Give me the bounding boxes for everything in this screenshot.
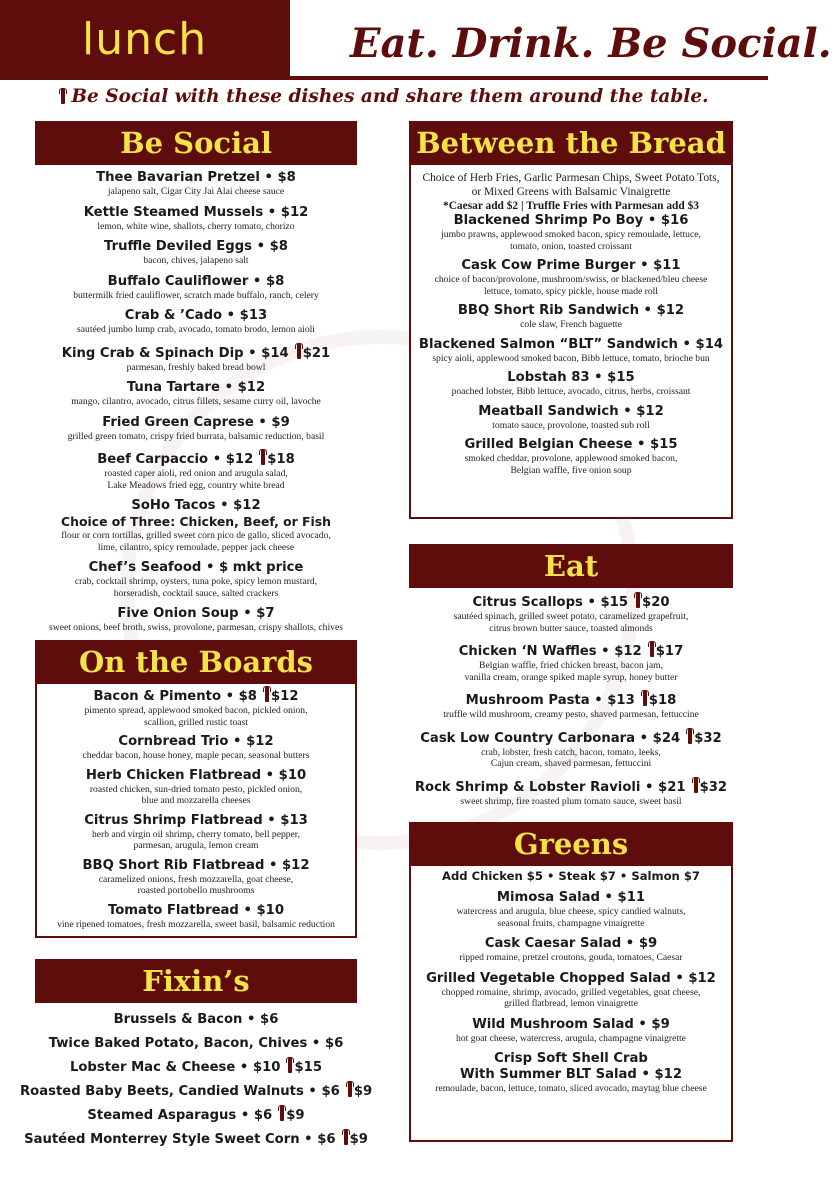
menu-item-description: ripped romaine, pretzel croutons, gouda, tomatoes, Caesar (459, 952, 683, 963)
eat-menu-item (405, 592, 737, 634)
menu-item-description: tomato, onion, toasted croissant (510, 240, 632, 252)
eat-menu-item (405, 641, 737, 683)
menu-item-name (35, 343, 357, 362)
menu-item-description: flour or corn tortillas, grilled sweet corn pico de gallo, sliced avocado, (61, 530, 331, 541)
be-social-menu-item (35, 560, 357, 599)
menu-item-description: spicy aioli, applewood smoked bacon, Bibb lettuce, tomato, brioche bun (432, 352, 710, 364)
menu-item-name (411, 936, 731, 952)
menu-item-name-text: Meatball Sandwich • $12 (478, 403, 664, 419)
menu-item-name (35, 308, 357, 324)
fixins-menu-item (20, 1128, 372, 1152)
greens-menu-item (411, 936, 731, 964)
between-the-bread-menu-item (411, 258, 731, 297)
menu-item-description: truffle wild mushroom, creamy pesto, shaved parmesan, fettuccine (443, 709, 699, 720)
large-portion-price-text: $18 (267, 452, 295, 467)
menu-item-name-text: Crab & ’Cado • $13 (124, 308, 268, 323)
menu-item-name-text: Fried Green Caprese • $9 (102, 414, 290, 430)
menu-item-name-text: BBQ Short Rib Sandwich • $12 (457, 303, 685, 318)
be-social-list (35, 170, 357, 641)
menu-item-description: sautéed jumbo lump crab, avocado, tomato brodo, lemon aioli (77, 324, 315, 335)
menu-item-description: lime, cilantro, spicy remoulade, pepper jack cheese (97, 541, 295, 553)
be-social-menu-item (35, 308, 357, 336)
fork-icon (688, 728, 692, 744)
intro-line: Choice of Herb Fries, Garlic Parmesan Chips, Sweet Potato Tots, (422, 172, 720, 184)
on-the-boards-menu-item (37, 768, 355, 807)
fork-icon (348, 1081, 352, 1097)
menu-item-name (37, 903, 355, 919)
menu-item-name (20, 1080, 372, 1104)
fork-icon (280, 1105, 284, 1121)
fork-icon (61, 88, 65, 104)
menu-item-name (411, 303, 731, 319)
menu-item-name (411, 404, 731, 420)
large-portion-price-text: $32 (694, 730, 722, 746)
between-the-bread-menu-item (411, 213, 731, 252)
fixins-menu-item (20, 1080, 372, 1104)
menu-item-name-text: Chef’s Seafood • $ mkt price (88, 560, 304, 575)
menu-item-name-line2: With Summer BLT Salad • $12 (459, 1067, 682, 1082)
sides-choice-intro (411, 171, 731, 213)
menu-item-name (20, 1008, 372, 1032)
on-the-boards-menu-item (37, 686, 355, 728)
menu-item-name (35, 380, 357, 396)
menu-item-name (411, 437, 731, 453)
menu-item-name (405, 690, 737, 709)
menu-item-name-text: Blackened Salmon “BLT” Sandwich • $14 (418, 336, 724, 352)
large-portion-price-text: $18 (648, 693, 677, 708)
menu-item-name-text: Truffle Deviled Eggs • $8 (104, 239, 288, 254)
fork-icon (344, 1129, 348, 1145)
menu-item-name-text: SoHo Tacos • $12 (131, 498, 261, 513)
menu-item-name (35, 274, 357, 290)
menu-item-name (411, 213, 731, 229)
on-the-boards-menu-item (37, 813, 355, 852)
large-portion-price (344, 1132, 368, 1147)
menu-item-name-text: King Crab & Spinach Dip • $14 (61, 345, 289, 361)
be-social-menu-item (35, 205, 357, 233)
menu-item-name (37, 813, 355, 829)
menu-item-description: Belgian waffle, five onion soup (510, 464, 632, 476)
menu-item-description: pimento spread, applewood smoked bacon, pickled onion, (84, 705, 308, 716)
between-the-bread-menu-item (411, 337, 731, 365)
fork-icon (288, 1057, 292, 1073)
fork-icon (297, 343, 301, 359)
fork-icon (650, 641, 654, 657)
menu-item-description: buttermilk fried cauliflower, scratch made buffalo, ranch, celery (73, 289, 319, 301)
menu-item-name (411, 258, 731, 274)
menu-item-name-text: Lobstah 83 • $15 (507, 370, 635, 385)
share-line (0, 86, 768, 107)
menu-item-name-text: Twice Baked Potato, Bacon, Chives • $6 (48, 1036, 344, 1051)
menu-item-name-text: Citrus Scallops • $15 (472, 595, 629, 610)
fixins-list (20, 1008, 372, 1152)
on-the-boards-menu-item (37, 858, 355, 897)
large-portion-price-text: $32 (699, 779, 728, 795)
menu-item-name-text: Cask Caesar Salad • $9 (484, 936, 658, 951)
greens-list (411, 868, 731, 1102)
menu-item-description: lettuce, tomato, spicy pickle, house made roll (484, 285, 658, 297)
menu-item-name-text: Chicken ‘N Waffles • $12 (458, 644, 642, 659)
menu-item-name-text: Rock Shrimp & Lobster Ravioli • $21 (414, 779, 686, 795)
menu-item-description: roasted portobello mushrooms (137, 885, 255, 896)
be-social-menu-item (35, 274, 357, 302)
menu-item-name-text: Crisp Soft Shell Crab (494, 1051, 648, 1066)
menu-item-name (20, 1032, 372, 1056)
greens-menu-item (411, 1017, 731, 1045)
fork-icon (265, 686, 269, 702)
menu-item-name-text: Sautéed Monterrey Style Sweet Corn • $6 (24, 1132, 336, 1147)
greens-menu-item (411, 890, 731, 929)
fixins-menu-item (20, 1008, 372, 1032)
menu-item-name (37, 734, 355, 750)
menu-item-name (35, 239, 357, 255)
large-portion-price (694, 780, 728, 795)
large-portion-price (280, 1108, 304, 1123)
header-rule (0, 76, 768, 80)
menu-item-name (411, 890, 731, 906)
be-social-menu-item (35, 380, 357, 408)
menu-item-name-text: Buffalo Cauliflower • $8 (107, 273, 285, 289)
menu-item-name (35, 498, 357, 514)
be-social-menu-item (35, 449, 357, 491)
menu-item-description: roasted caper aioli, red onion and arugula salad, (104, 468, 288, 479)
menu-item-description: grilled green tomato, crispy fried burrata, balsamic reduction, basil (67, 430, 325, 442)
menu-item-name (411, 1051, 731, 1067)
menu-item-description: Lake Meadows fried egg, country white bread (107, 479, 285, 491)
greens-menu-item (411, 971, 731, 1010)
menu-item-description: mango, cilantro, avocado, citrus fillets, sesame curry oil, lavoche (71, 396, 321, 407)
large-portion-price-text: $9 (353, 1084, 373, 1099)
large-portion-price (265, 689, 299, 704)
menu-item-name (411, 337, 731, 353)
menu-item-choice: Choice of Three: Chicken, Beef, or Fish (61, 514, 331, 529)
large-portion-price (643, 693, 677, 708)
menu-item-description: scallion, grilled rustic toast (144, 716, 248, 728)
tagline: Eat. Drink. Be Social. (350, 20, 832, 67)
between-the-bread-list (411, 171, 731, 482)
fixins-menu-item (20, 1104, 372, 1128)
menu-item-name (35, 560, 357, 576)
menu-item-description: citrus brown butter sauce, toasted almonds (489, 622, 653, 634)
menu-item-description: vine ripened tomatoes, fresh mozzarella, sweet basil, balsamic reduction (57, 918, 335, 930)
menu-item-name (411, 971, 731, 987)
on-the-boards-list (37, 686, 355, 936)
menu-item-description: Cajun cream, shaved parmesan, fettuccini (490, 758, 652, 769)
large-portion-price (261, 452, 295, 467)
be-social-heading: Be Social (35, 121, 357, 165)
menu-item-name-text: Grilled Belgian Cheese • $15 (464, 437, 678, 452)
menu-item-description: parmesan, arugula, lemon cream (133, 840, 259, 851)
menu-item-name-text: BBQ Short Rib Flatbread • $12 (82, 857, 310, 873)
menu-item-name (405, 641, 737, 660)
fork-icon (694, 777, 698, 793)
be-social-menu-item (35, 606, 357, 634)
lunch-title-box (0, 0, 290, 76)
large-portion-price-text: $9 (286, 1108, 305, 1123)
menu-item-description: caramelized onions, fresh mozzarella, goat cheese, (98, 873, 294, 885)
menu-item-name (405, 728, 737, 747)
menu-item-description: sautéed spinach, grilled sweet potato, caramelized grapefruit, (453, 611, 689, 622)
menu-item-description: roasted chicken, sun-dried tomato pesto, pickled onion, (89, 783, 303, 795)
large-portion-price-text: $20 (642, 595, 670, 610)
menu-item-description: crab, cocktail shrimp, oysters, tuna poke, spicy lemon mustard, (74, 576, 318, 587)
be-social-menu-item (35, 415, 357, 443)
large-portion-price (288, 1060, 322, 1075)
menu-item-name (37, 686, 355, 705)
between-the-bread-menu-item (411, 404, 731, 432)
menu-item-name (37, 858, 355, 874)
large-portion-price (348, 1084, 372, 1099)
large-portion-price-text: $17 (655, 644, 684, 659)
menu-item-description: poached lobster, Bibb lettuce, avocado, citrus, herbs, croissant (451, 386, 691, 397)
menu-item-name-text: Brussels & Bacon • $6 (113, 1012, 279, 1027)
large-portion-price-text: $21 (302, 345, 331, 361)
menu-item-name-text: Citrus Shrimp Flatbread • $13 (84, 812, 308, 828)
between-the-bread-heading: Between the Bread (409, 121, 733, 165)
menu-item-name (405, 777, 737, 796)
menu-item-name (20, 1056, 372, 1080)
menu-item-name-text: Beef Carpaccio • $12 (97, 452, 254, 467)
be-social-menu-item (35, 239, 357, 267)
menu-item-name (405, 592, 737, 611)
fixins-heading: Fixin’s (35, 959, 357, 1003)
menu-item-name (20, 1128, 372, 1152)
be-social-menu-item (35, 498, 357, 553)
menu-item-name (20, 1104, 372, 1128)
greens-menu-item (411, 1051, 731, 1095)
menu-item-name-text: Thee Bavarian Pretzel • $8 (96, 170, 296, 185)
menu-item-description: jalapeno salt, Cigar City Jai Alai cheese sauce (107, 186, 285, 197)
large-portion-price (688, 731, 722, 746)
intro-addons: *Caesar add $2 | Truffle Fries with Parmesan add $3 (443, 200, 699, 212)
menu-item-description: sweet onions, beef broth, swiss, provolone, parmesan, crispy shallots, chives (49, 622, 343, 633)
menu-item-name-text: Grilled Vegetable Chopped Salad • $12 (426, 970, 716, 986)
greens-heading: Greens (409, 822, 733, 866)
menu-item-description: cheddar bacon, house honey, maple pecan, seasonal butters (82, 750, 310, 761)
large-portion-price-text: $15 (294, 1060, 323, 1075)
menu-item-description: choice of bacon/provolone, mushroom/swiss, or blackened/bleu cheese (434, 274, 708, 285)
be-social-menu-item (35, 170, 357, 198)
page-title: lunch (82, 14, 208, 65)
between-the-bread-menu-item (411, 370, 731, 398)
between-the-bread-menu-item (411, 437, 731, 476)
menu-item-description: grilled flatbread, lemon vinaigrette (504, 998, 638, 1009)
fork-icon (643, 690, 647, 706)
eat-heading: Eat (409, 544, 733, 588)
menu-item-description: sweet shrimp, fire roasted plum tomato sauce, sweet basil (460, 795, 682, 807)
menu-item-name-text: Five Onion Soup • $7 (117, 606, 275, 621)
menu-item-description: chopped romaine, shrimp, avocado, grilled vegetables, goat cheese, (441, 986, 701, 998)
menu-item-description: remoulade, bacon, lettuce, tomato, sliced avocado, maytag blue cheese (435, 1083, 707, 1094)
menu-item-name-text: Steamed Asparagus • $6 (87, 1108, 273, 1123)
share-line-text: Be Social with these dishes and share them around the table. (71, 86, 709, 107)
menu-item-name-text: Mushroom Pasta • $13 (465, 693, 635, 708)
menu-item-name (411, 1017, 731, 1033)
be-social-menu-item (35, 343, 357, 374)
menu-item-description: Belgian waffle, fried chicken breast, bacon jam, (479, 660, 663, 671)
menu-item-name-text: Roasted Baby Beets, Candied Walnuts • $6 (20, 1084, 340, 1099)
between-the-bread-menu-item (411, 303, 731, 331)
menu-item-name-text: Blackened Shrimp Po Boy • $16 (453, 213, 689, 228)
menu-item-description: jumbo prawns, applewood smoked bacon, spicy remoulade, lettuce, (441, 229, 701, 240)
menu-item-description: horseradish, cocktail sauce, salted crackers (113, 587, 279, 599)
menu-item-name (37, 768, 355, 784)
menu-item-description: lemon, white wine, shallots, cherry tomato, chorizo (97, 220, 295, 232)
menu-item-description: tomato sauce, provolone, toasted sub roll (492, 419, 650, 431)
large-portion-price-text: $12 (270, 689, 299, 704)
menu-item-name-text: Lobster Mac & Cheese • $10 (69, 1060, 281, 1075)
menu-item-description: watercress and arugula, blue cheese, spicy candied walnuts, (456, 906, 686, 917)
menu-item-description: vanilla cream, orange spiked maple syrup, honey butter (464, 671, 678, 683)
intro-line: or Mixed Greens with Balsamic Vinaigrette (471, 186, 671, 198)
eat-list (405, 592, 737, 814)
on-the-boards-heading: On the Boards (35, 640, 357, 684)
menu-item-name-text: Tomato Flatbread • $10 (108, 902, 284, 918)
menu-item-name (35, 415, 357, 431)
large-portion-price (650, 644, 684, 659)
menu-item-name (411, 370, 731, 386)
menu-item-name-text: Cask Low Country Carbonara • $24 (420, 730, 681, 746)
menu-item-name (35, 606, 357, 622)
menu-item-name-text: Tuna Tartare • $12 (126, 380, 266, 395)
menu-item-description: blue and mozzarella cheeses (141, 795, 251, 806)
menu-item-description: bacon, chives, jalapeno salt (143, 255, 249, 266)
large-portion-price (297, 346, 331, 361)
fixins-menu-item (20, 1056, 372, 1080)
large-portion-price (636, 595, 670, 610)
menu-item-name-text: Mimosa Salad • $11 (496, 890, 646, 905)
eat-menu-item (405, 728, 737, 770)
menu-item-description: hot goat cheese, watercress, arugula, champagne vinaigrette (456, 1032, 686, 1044)
fork-icon (636, 592, 640, 608)
greens-addons: Add Chicken $5 • Steak $7 • Salmon $7 (442, 869, 700, 883)
menu-item-description: parmesan, freshly baked bread bowl (126, 361, 266, 373)
on-the-boards-menu-item (37, 903, 355, 931)
menu-item-description: crab, lobster, fresh catch, bacon, tomato, leeks, (481, 746, 661, 758)
fork-icon (261, 449, 265, 465)
menu-item-name-text: Cask Cow Prime Burger • $11 (461, 258, 681, 273)
menu-item-name (35, 205, 357, 221)
menu-item-description: seasonal fruits, champagne vinaigrette (497, 917, 645, 929)
menu-item-description: cole slaw, French baguette (520, 319, 622, 330)
menu-item-name-text: Bacon & Pimento • $8 (93, 689, 257, 704)
menu-item-name-text: Cornbread Trio • $12 (118, 734, 274, 749)
menu-item-description: herb and virgin oil shrimp, cherry tomato, bell pepper, (91, 828, 301, 840)
menu-item-name (35, 170, 357, 186)
on-the-boards-menu-item (37, 734, 355, 762)
menu-item-name-text: Kettle Steamed Mussels • $12 (83, 204, 309, 220)
large-portion-price-text: $9 (349, 1132, 368, 1147)
eat-menu-item (405, 777, 737, 808)
eat-menu-item (405, 690, 737, 721)
menu-item-description: smoked cheddar, provolone, applewood smoked bacon, (464, 453, 678, 464)
fixins-menu-item (20, 1032, 372, 1056)
menu-item-name-text: Wild Mushroom Salad • $9 (472, 1016, 670, 1032)
menu-item-name (35, 449, 357, 468)
menu-item-name-text: Herb Chicken Flatbread • $10 (85, 767, 307, 783)
